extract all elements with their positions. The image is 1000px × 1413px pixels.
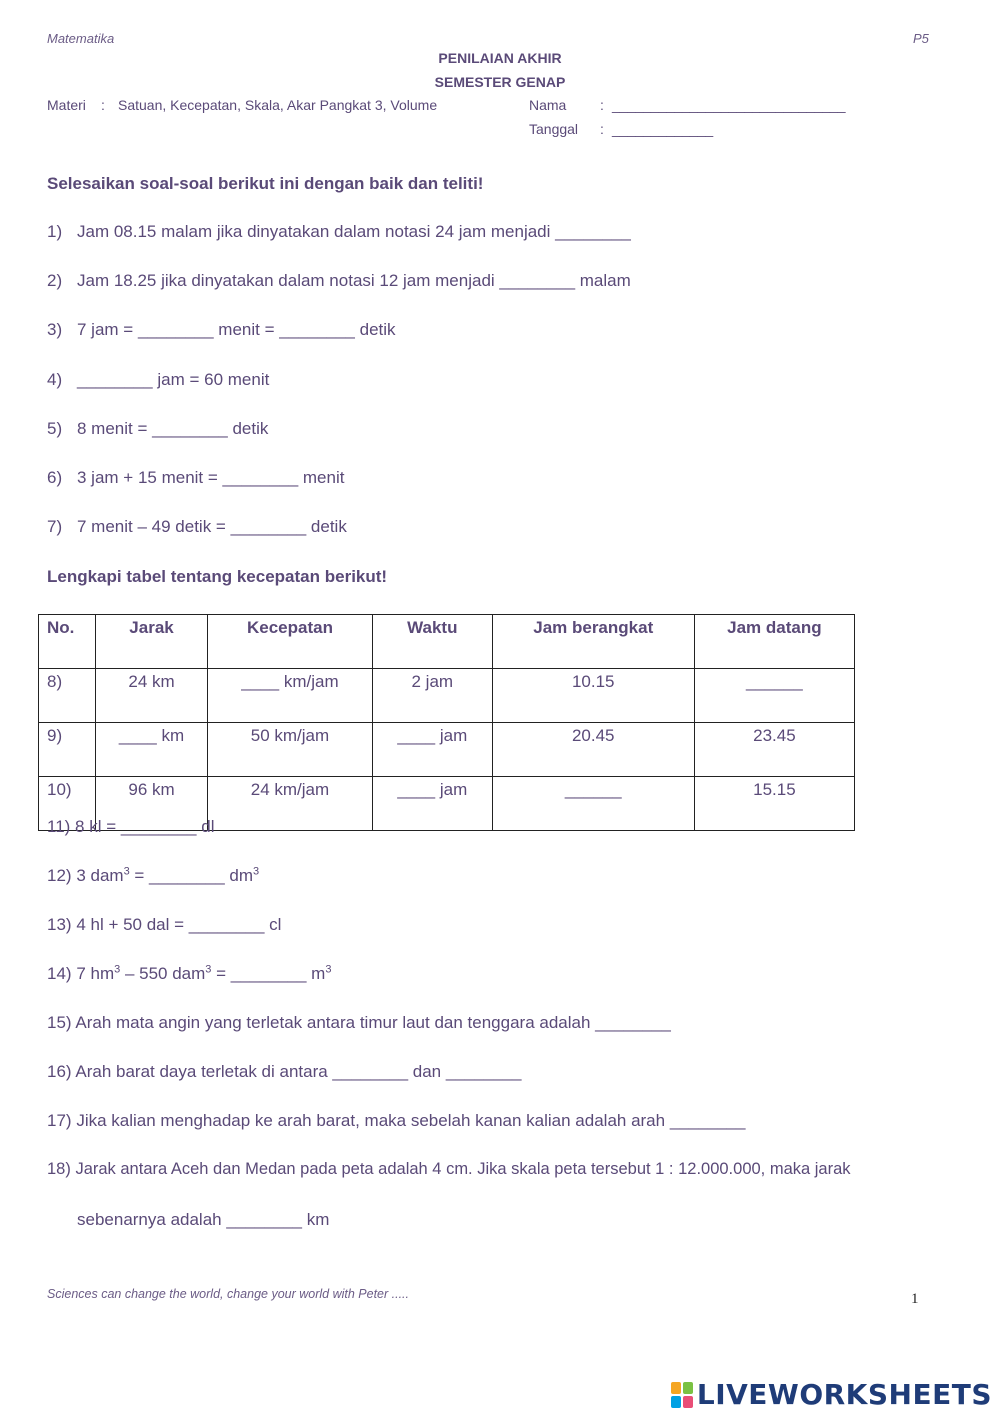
- nama-separator: :: [600, 97, 604, 113]
- nama-field[interactable]: ______________________________: [612, 97, 846, 113]
- question-number: 7): [47, 517, 63, 536]
- table-cell: 23.45: [694, 723, 854, 777]
- question-16: [47, 1062, 522, 1082]
- question-number: 11): [47, 817, 71, 836]
- question-number: 3): [47, 320, 63, 339]
- question-4: [47, 370, 269, 390]
- question-text: = ________ m: [211, 964, 326, 983]
- question-text: Arah barat daya terletak di antara ________ dan ________: [75, 1062, 522, 1081]
- question-number: 16): [47, 1062, 72, 1081]
- question-text: Jarak antara Aceh dan Medan pada peta adalah 4 cm. Jika skala peta tersebut 1 : 12.000.000, maka jarak: [75, 1160, 851, 1178]
- question-number: 14): [47, 964, 72, 983]
- table-cell-answer[interactable]: ______: [492, 777, 694, 831]
- footer-motto: Sciences can change the world, change your world with Peter .....: [47, 1287, 409, 1301]
- question-number: 4): [47, 370, 63, 389]
- question-text: ________ jam = 60 menit: [77, 370, 270, 389]
- instruction-heading: Selesaikan soal-soal berikut ini dengan baik dan teliti!: [47, 174, 484, 193]
- table-cell-answer[interactable]: ____ km/jam: [208, 669, 373, 723]
- table-cell: 8): [39, 669, 96, 723]
- logo-square: [671, 1382, 681, 1394]
- question-number: 17): [47, 1111, 72, 1130]
- question-number: 1): [47, 222, 63, 241]
- table-cell: 10): [39, 777, 96, 831]
- question-6: [47, 468, 344, 488]
- page-number: 1: [911, 1291, 919, 1307]
- table-cell: 15.15: [694, 777, 854, 831]
- table-cell: 20.45: [492, 723, 694, 777]
- table-row: [39, 723, 855, 777]
- question-number: 18): [47, 1160, 71, 1178]
- question-number: 12): [47, 866, 72, 885]
- superscript: 3: [123, 865, 130, 878]
- question-12: [47, 866, 259, 886]
- logo-text: LIVEWORKSHEETS: [696, 1378, 992, 1411]
- table-cell-answer[interactable]: ____ jam: [372, 723, 492, 777]
- question-text: 7 hm: [76, 964, 115, 983]
- superscript: 3: [114, 963, 121, 976]
- liveworksheets-logo-icon: [671, 1382, 693, 1408]
- table-cell: 96 km: [96, 777, 208, 831]
- question-text: 3 jam + 15 menit = ________ menit: [77, 468, 345, 487]
- tanggal-separator: :: [600, 121, 604, 137]
- question-1: [47, 222, 631, 242]
- question-18-continuation: sebenarnya adalah ________ km: [77, 1210, 330, 1229]
- question-number: 2): [47, 271, 63, 290]
- nama-label: Nama: [529, 97, 567, 113]
- table-header-row: [39, 615, 855, 669]
- question-text: Jika kalian menghadap ke arah barat, maka sebelah kanan kalian adalah arah ________: [76, 1111, 746, 1130]
- superscript: 3: [253, 865, 260, 878]
- table-cell-answer[interactable]: ______: [694, 669, 854, 723]
- question-text: 3 dam: [76, 866, 124, 885]
- question-3: [47, 320, 396, 340]
- materi-separator: :: [101, 97, 105, 113]
- superscript: 3: [325, 963, 332, 976]
- page-title: PENILAIAN AKHIR: [438, 50, 562, 66]
- table-cell-answer[interactable]: ____ km: [96, 723, 208, 777]
- page-subtitle: SEMESTER GENAP: [434, 74, 566, 90]
- table-cell: 24 km: [96, 669, 208, 723]
- page-code: P5: [913, 31, 929, 46]
- table-cell: 24 km/jam: [208, 777, 373, 831]
- superscript: 3: [205, 963, 212, 976]
- question-text: – 550 dam: [120, 964, 206, 983]
- question-17: [47, 1111, 745, 1131]
- question-13: [47, 915, 281, 935]
- question-text: Arah mata angin yang terletak antara timur laut dan tenggara adalah ________: [75, 1013, 671, 1032]
- table-cell: 10.15: [492, 669, 694, 723]
- question-text: 7 jam = ________ menit = ________ detik: [77, 320, 396, 339]
- liveworksheets-logo: [671, 1378, 992, 1411]
- question-2: [47, 271, 631, 291]
- question-text: 8 menit = ________ detik: [77, 419, 269, 438]
- table-cell: 50 km/jam: [208, 723, 373, 777]
- table-cell: 2 jam: [372, 669, 492, 723]
- logo-square: [671, 1396, 681, 1408]
- materi-label: Materi: [47, 97, 86, 113]
- question-15: [47, 1013, 671, 1033]
- tanggal-field[interactable]: _____________: [612, 121, 714, 137]
- table-header-cell: Jam berangkat: [492, 615, 694, 669]
- question-text: 4 hl + 50 dal = ________ cl: [76, 915, 282, 934]
- question-18: [47, 1160, 851, 1179]
- question-text: 7 menit – 49 detik = ________ detik: [77, 517, 347, 536]
- question-text: 8 kl = ________ dl: [75, 817, 215, 836]
- question-text: = ________ dm: [129, 866, 254, 885]
- question-number: 5): [47, 419, 63, 438]
- table-cell: 9): [39, 723, 96, 777]
- logo-square: [683, 1396, 693, 1408]
- speed-table: [38, 614, 855, 831]
- subject-label: Matematika: [47, 31, 115, 46]
- question-text: Jam 08.15 malam jika dinyatakan dalam notasi 24 jam menjadi ________: [77, 222, 631, 241]
- logo-square: [683, 1382, 693, 1394]
- question-number: 6): [47, 468, 63, 487]
- table-row: [39, 669, 855, 723]
- table-header-cell: Jam datang: [694, 615, 854, 669]
- table-header-cell: Jarak: [96, 615, 208, 669]
- question-number: 13): [47, 915, 72, 934]
- table-header-cell: Waktu: [372, 615, 492, 669]
- question-text: Jam 18.25 jika dinyatakan dalam notasi 12 jam menjadi ________ malam: [77, 271, 631, 290]
- tanggal-label: Tanggal: [529, 121, 579, 137]
- question-14: [47, 964, 331, 984]
- table-cell-answer[interactable]: ____ jam: [372, 777, 492, 831]
- table-instruction-heading: Lengkapi tabel tentang kecepatan berikut!: [47, 567, 388, 586]
- question-number: 15): [47, 1013, 72, 1032]
- materi-value: Satuan, Kecepatan, Skala, Akar Pangkat 3, Volume: [118, 97, 438, 113]
- question-7: [47, 517, 347, 537]
- question-5: [47, 419, 268, 439]
- question-11: [47, 817, 214, 837]
- table-header-cell: No.: [39, 615, 96, 669]
- table-header-cell: Kecepatan: [208, 615, 373, 669]
